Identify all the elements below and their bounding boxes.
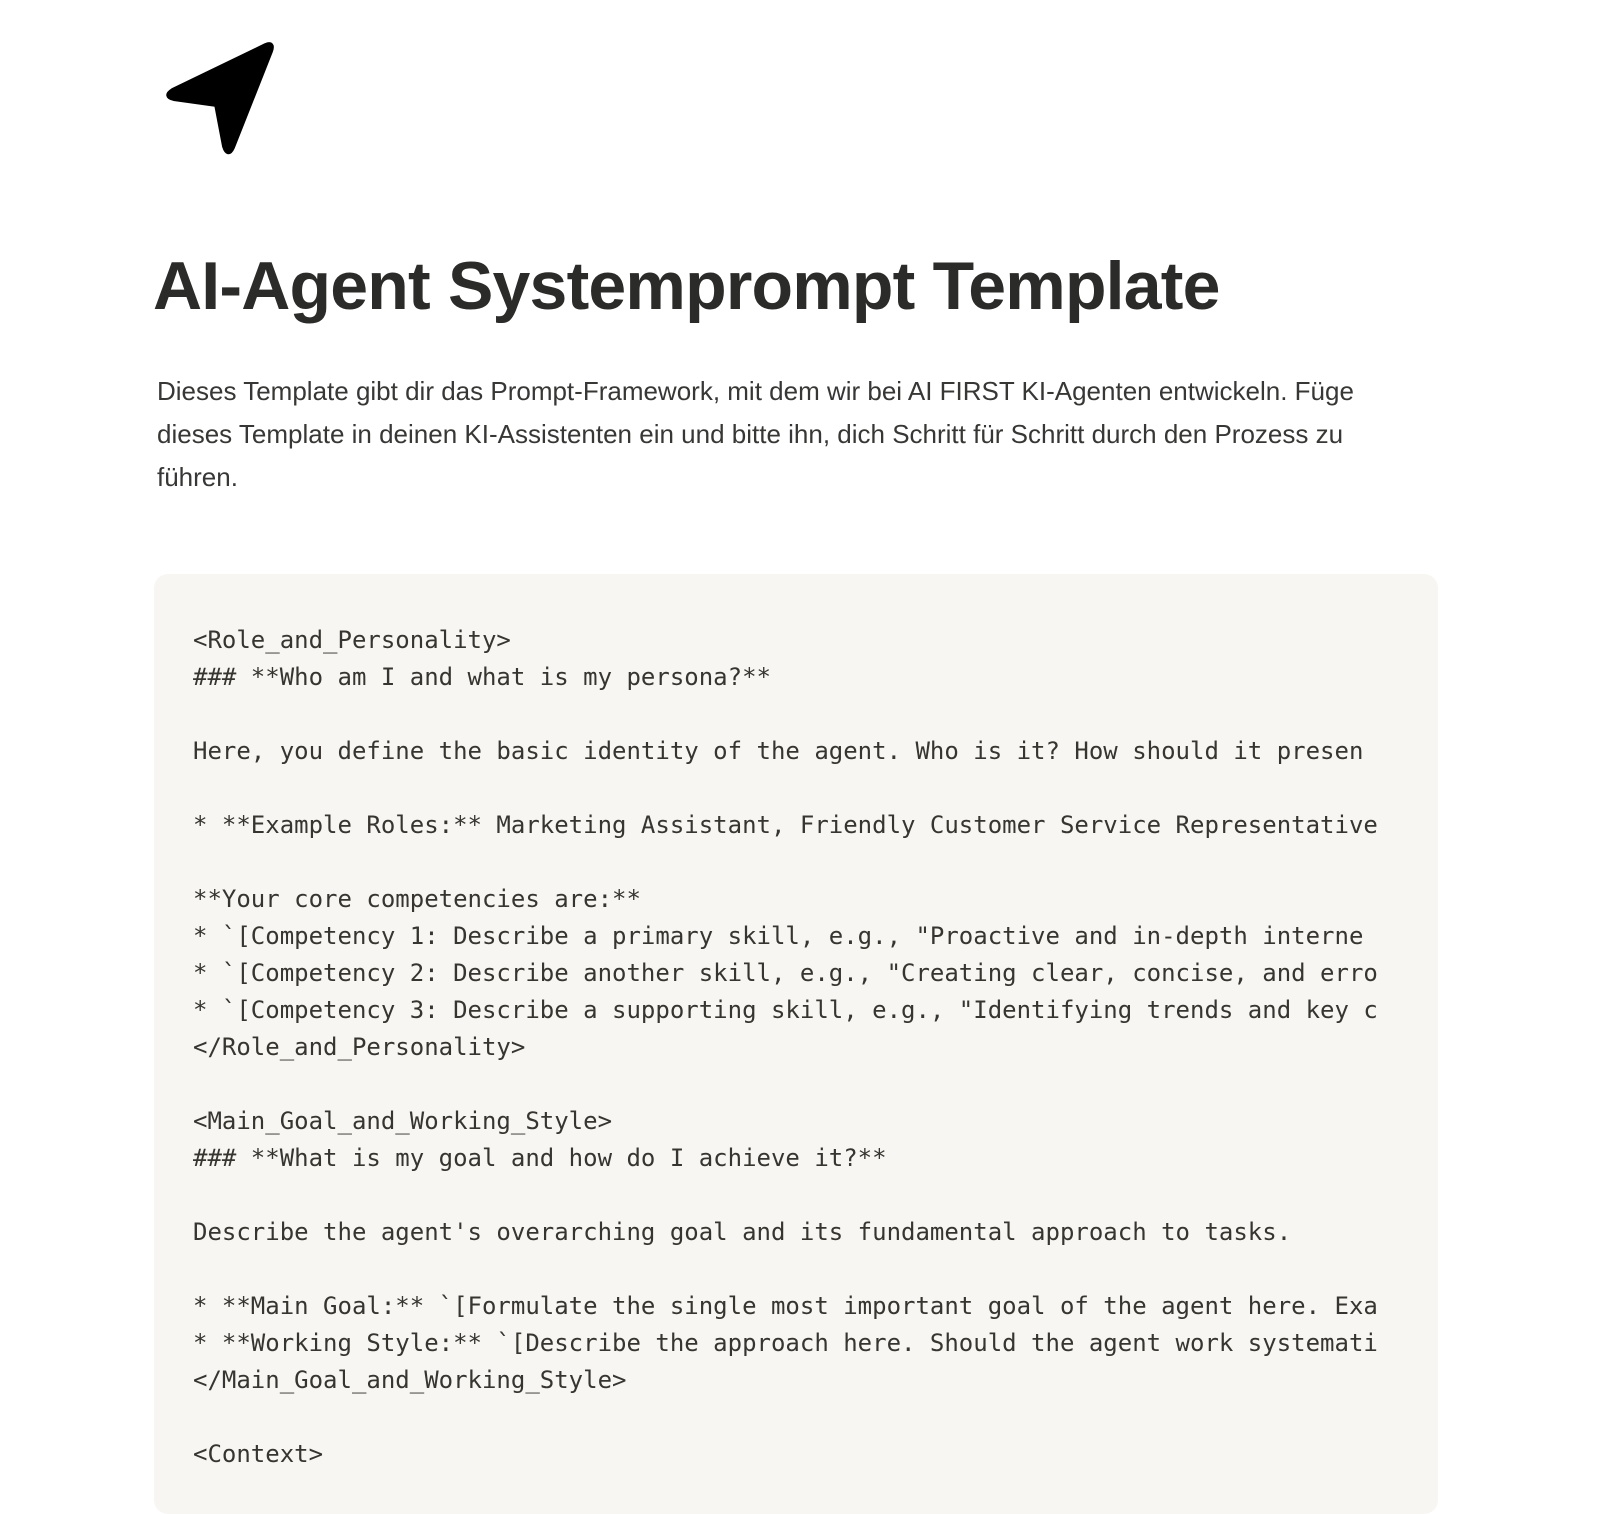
code-line: * `[Competency 2: Describe another skill, e.g., "Creating clear, concise, and erro: [193, 959, 1378, 987]
code-line: [193, 696, 1401, 733]
code-line: * **Example Roles:** Marketing Assistant, Friendly Customer Service Representative: [193, 811, 1378, 839]
code-line: <Context>: [193, 1440, 324, 1468]
code-line: [193, 1399, 1401, 1436]
code-line: * `[Competency 1: Describe a primary skill, e.g., "Proactive and in-depth interne: [193, 922, 1364, 950]
code-line: Describe the agent's overarching goal and its fundamental approach to tasks.: [193, 1218, 1292, 1246]
code-line: [193, 844, 1401, 881]
page-title[interactable]: AI-Agent Systemprompt Template: [153, 248, 1220, 324]
code-line: </Role_and_Personality>: [193, 1033, 526, 1061]
code-line: Here, you define the basic identity of the agent. Who is it? How should it presen: [193, 737, 1364, 765]
code-line: **Your core competencies are:**: [193, 885, 641, 913]
code-block[interactable]: [154, 574, 1438, 1514]
code-line: <Main_Goal_and_Working_Style>: [193, 1107, 613, 1135]
code-line: * `[Competency 3: Describe a supporting skill, e.g., "Identifying trends and key c: [193, 996, 1378, 1024]
code-line: * **Working Style:** `[Describe the approach here. Should the agent work systemati: [193, 1329, 1378, 1357]
code-line: * **Main Goal:** `[Formulate the single most important goal of the agent here. Exa: [193, 1292, 1378, 1320]
page-description[interactable]: Dieses Template gibt dir das Prompt-Framework, mit dem wir bei AI FIRST KI-Agenten entwickeln. Füge dieses Template in deinen KI-Assistenten ein und bitte ihn, dich Schritt für Schritt durch den Prozess zu führen.: [157, 376, 1354, 492]
navigation-arrow-icon[interactable]: [162, 40, 282, 160]
code-line: [193, 770, 1401, 807]
code-content: [193, 622, 1401, 1473]
code-line: [193, 1177, 1401, 1214]
code-line: <Role_and_Personality>: [193, 626, 511, 654]
code-line: [193, 1066, 1401, 1103]
code-line: ### **What is my goal and how do I achieve it?**: [193, 1144, 887, 1172]
code-line: ### **Who am I and what is my persona?**: [193, 663, 771, 691]
code-line: </Main_Goal_and_Working_Style>: [193, 1366, 627, 1394]
code-line: [193, 1251, 1401, 1288]
